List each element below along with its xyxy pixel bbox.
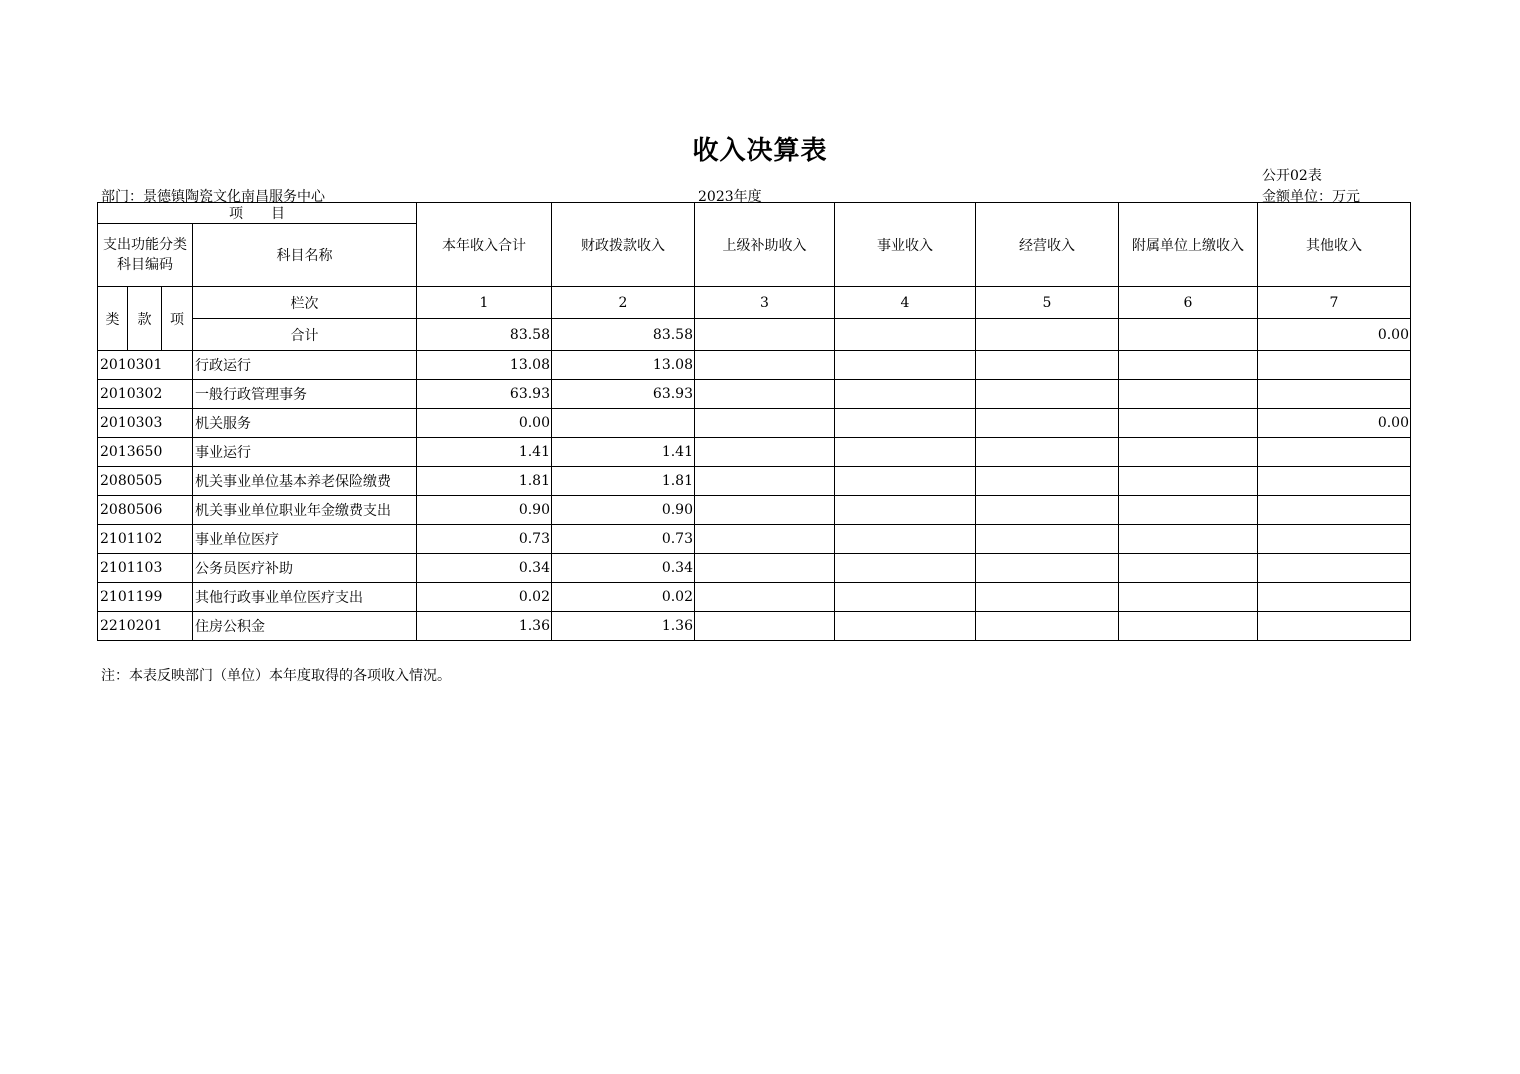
- header-other: 其他收入: [1258, 203, 1411, 287]
- header-column-no: 栏次: [193, 287, 417, 319]
- column-no-1: 1: [417, 287, 552, 319]
- row-total: 13.08: [417, 351, 552, 380]
- row-superior: [695, 438, 835, 467]
- row-business: [835, 612, 976, 641]
- table-row: [98, 380, 1411, 409]
- table-row: [98, 496, 1411, 525]
- row-superior: [695, 612, 835, 641]
- row-affiliated: [1119, 583, 1258, 612]
- column-no-5: 5: [976, 287, 1119, 319]
- total-row-fiscal: 83.58: [552, 319, 695, 351]
- table-row: [98, 409, 1411, 438]
- row-operating: [976, 496, 1119, 525]
- table-row: [98, 525, 1411, 554]
- row-subject-name: 事业运行: [193, 438, 417, 467]
- row-affiliated: [1119, 612, 1258, 641]
- header-lei: 类: [98, 287, 128, 351]
- row-superior: [695, 467, 835, 496]
- row-superior: [695, 409, 835, 438]
- total-row-superior: [695, 319, 835, 351]
- row-affiliated: [1119, 525, 1258, 554]
- row-other: 0.00: [1258, 409, 1411, 438]
- row-subject-name: 事业单位医疗: [193, 525, 417, 554]
- row-affiliated: [1119, 554, 1258, 583]
- row-operating: [976, 554, 1119, 583]
- row-code: 2080506: [98, 496, 193, 525]
- report-title: 收入决算表: [692, 136, 828, 166]
- total-row-affiliated: [1119, 319, 1258, 351]
- column-no-3: 3: [695, 287, 835, 319]
- row-fiscal: 13.08: [552, 351, 695, 380]
- row-total: 63.93: [417, 380, 552, 409]
- total-row-total: 83.58: [417, 319, 552, 351]
- row-operating: [976, 351, 1119, 380]
- column-no-4: 4: [835, 287, 976, 319]
- row-subject-name: 机关服务: [193, 409, 417, 438]
- row-subject-name: 机关事业单位基本养老保险缴费: [193, 467, 417, 496]
- row-affiliated: [1119, 351, 1258, 380]
- row-total: 1.41: [417, 438, 552, 467]
- total-row-business: [835, 319, 976, 351]
- column-no-2: 2: [552, 287, 695, 319]
- header-subject-name: 科目名称: [193, 224, 417, 287]
- row-operating: [976, 438, 1119, 467]
- header-fiscal: 财政拨款收入: [552, 203, 695, 287]
- row-code: 2101199: [98, 583, 193, 612]
- row-affiliated: [1119, 438, 1258, 467]
- row-subject-name: 公务员医疗补助: [193, 554, 417, 583]
- row-other: [1258, 583, 1411, 612]
- row-fiscal: 0.02: [552, 583, 695, 612]
- table-row: [98, 583, 1411, 612]
- income-table: [97, 202, 1411, 641]
- total-row-other: 0.00: [1258, 319, 1411, 351]
- row-business: [835, 554, 976, 583]
- row-fiscal: 63.93: [552, 380, 695, 409]
- row-operating: [976, 612, 1119, 641]
- row-other: [1258, 525, 1411, 554]
- row-operating: [976, 583, 1119, 612]
- column-no-7: 7: [1258, 287, 1411, 319]
- table-row: [98, 554, 1411, 583]
- row-business: [835, 380, 976, 409]
- table-row: [98, 351, 1411, 380]
- header-total-income: 本年收入合计: [417, 203, 552, 287]
- row-business: [835, 583, 976, 612]
- row-affiliated: [1119, 496, 1258, 525]
- amount-unit: 金额单位：万元: [1262, 189, 1360, 205]
- row-code: 2210201: [98, 612, 193, 641]
- row-subject-name: 其他行政事业单位医疗支出: [193, 583, 417, 612]
- row-total: 0.00: [417, 409, 552, 438]
- header-business: 事业收入: [835, 203, 976, 287]
- row-subject-name: 住房公积金: [193, 612, 417, 641]
- table-note: 注：本表反映部门（单位）本年度取得的各项收入情况。: [101, 668, 451, 684]
- row-other: [1258, 467, 1411, 496]
- row-fiscal: 1.81: [552, 467, 695, 496]
- row-subject-name: 机关事业单位职业年金缴费支出: [193, 496, 417, 525]
- row-affiliated: [1119, 380, 1258, 409]
- row-subject-name: 一般行政管理事务: [193, 380, 417, 409]
- total-row-operating: [976, 319, 1119, 351]
- item-header: 项 目: [98, 203, 417, 224]
- row-code: 2013650: [98, 438, 193, 467]
- fiscal-year: 2023年度: [698, 189, 762, 205]
- row-other: [1258, 554, 1411, 583]
- row-business: [835, 351, 976, 380]
- row-other: [1258, 438, 1411, 467]
- row-business: [835, 438, 976, 467]
- row-total: 0.34: [417, 554, 552, 583]
- row-business: [835, 525, 976, 554]
- row-other: [1258, 351, 1411, 380]
- row-business: [835, 496, 976, 525]
- row-code: 2101103: [98, 554, 193, 583]
- row-operating: [976, 525, 1119, 554]
- row-other: [1258, 380, 1411, 409]
- header-superior: 上级补助收入: [695, 203, 835, 287]
- row-fiscal: [552, 409, 695, 438]
- department-label: 部门：景德镇陶瓷文化南昌服务中心: [101, 189, 325, 205]
- row-fiscal: 1.36: [552, 612, 695, 641]
- row-business: [835, 409, 976, 438]
- row-affiliated: [1119, 467, 1258, 496]
- form-code: 公开02表: [1262, 168, 1322, 184]
- row-operating: [976, 409, 1119, 438]
- row-superior: [695, 525, 835, 554]
- row-total: 1.81: [417, 467, 552, 496]
- row-subject-name: 行政运行: [193, 351, 417, 380]
- header-func-code: 支出功能分类科目编码: [98, 224, 193, 287]
- table-row: [98, 612, 1411, 641]
- header-affiliated: 附属单位上缴收入: [1119, 203, 1258, 287]
- row-operating: [976, 467, 1119, 496]
- row-total: 0.73: [417, 525, 552, 554]
- row-fiscal: 0.90: [552, 496, 695, 525]
- column-no-6: 6: [1119, 287, 1258, 319]
- row-fiscal: 0.34: [552, 554, 695, 583]
- row-other: [1258, 496, 1411, 525]
- header-xiang: 项: [162, 287, 193, 351]
- row-total: 1.36: [417, 612, 552, 641]
- row-superior: [695, 496, 835, 525]
- header-operating: 经营收入: [976, 203, 1119, 287]
- row-total: 0.90: [417, 496, 552, 525]
- row-superior: [695, 380, 835, 409]
- row-operating: [976, 380, 1119, 409]
- row-fiscal: 1.41: [552, 438, 695, 467]
- table-row: [98, 438, 1411, 467]
- row-code: 2010303: [98, 409, 193, 438]
- row-total: 0.02: [417, 583, 552, 612]
- table-row: [98, 467, 1411, 496]
- row-superior: [695, 351, 835, 380]
- row-affiliated: [1119, 409, 1258, 438]
- row-code: 2080505: [98, 467, 193, 496]
- row-code: 2010301: [98, 351, 193, 380]
- row-superior: [695, 554, 835, 583]
- row-code: 2010302: [98, 380, 193, 409]
- row-other: [1258, 612, 1411, 641]
- row-business: [835, 467, 976, 496]
- row-superior: [695, 583, 835, 612]
- total-row-label: 合计: [193, 319, 417, 351]
- row-code: 2101102: [98, 525, 193, 554]
- header-kuan: 款: [128, 287, 162, 351]
- row-fiscal: 0.73: [552, 525, 695, 554]
